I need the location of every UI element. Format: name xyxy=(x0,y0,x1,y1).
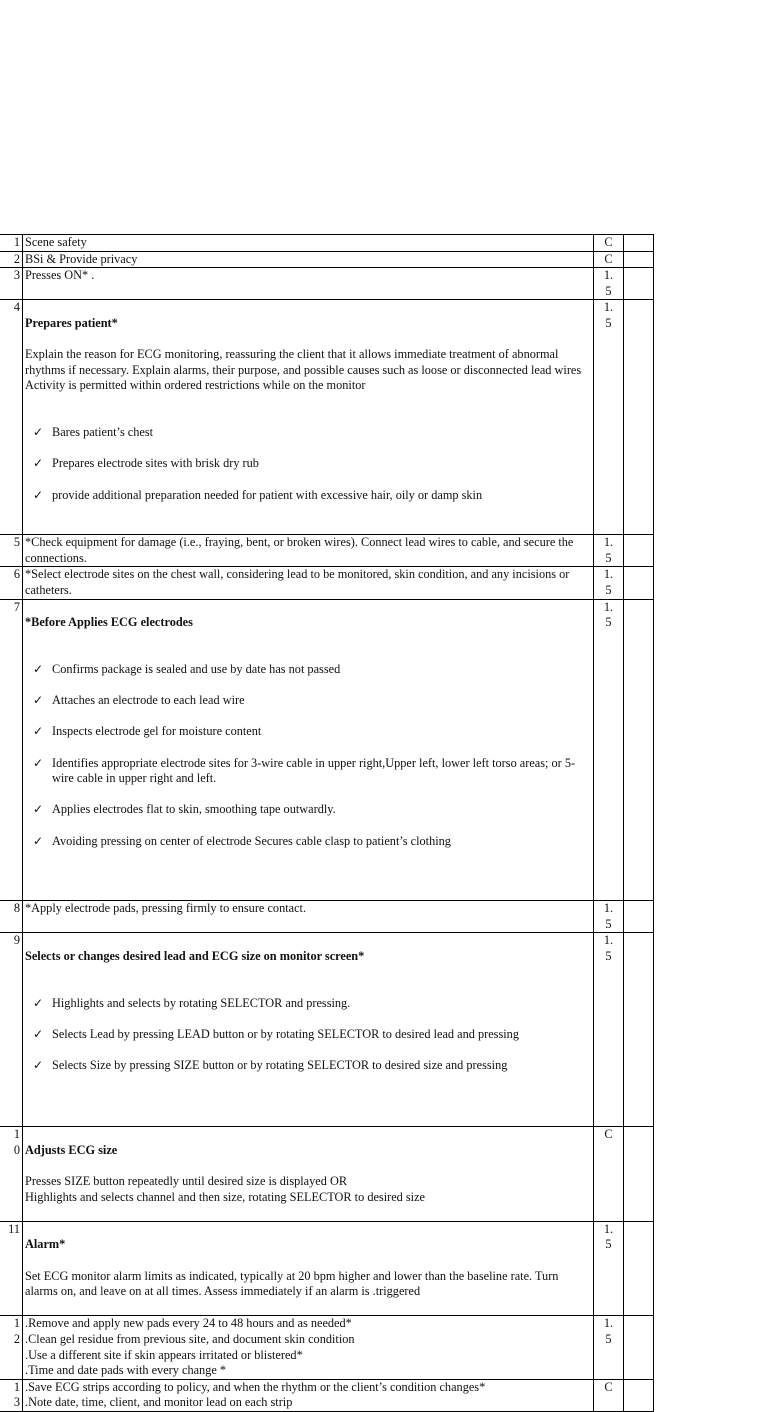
step-number: 11 xyxy=(0,1221,23,1316)
step-description: *Select electrode sites on the chest wall, considering lead to be monitored, skin condition, and any incisions or catheters. xyxy=(23,567,594,599)
step-description: .Remove and apply new pads every 24 to 48 hours and as needed* .Clean gel residue from previous site, and document skin condition .Use a different site if skin appears irritated or blistered* .Time and date pads with every change * xyxy=(23,1316,594,1379)
blank-cell xyxy=(624,535,654,567)
checklist-item: ✓ Selects Lead by pressing LEAD button or by rotating SELECTOR to desired lead and pressing xyxy=(33,1026,519,1041)
table-row xyxy=(0,1127,654,1222)
check-mark-icon: ✓ xyxy=(33,802,44,817)
checklist-item: ✓ Avoiding pressing on center of electrode Secures cable clasp to patient’s clothing xyxy=(33,833,451,848)
table-row xyxy=(0,599,654,900)
step-text: Explain the reason for ECG monitoring, reassuring the client that it allows immediate treatment of abnormal rhythms if necessary. Explain alarms, their purpose, and possible causes such as loose or disconnected lead wires Activity is permitted within ordered restrictions while on the monitor xyxy=(25,347,582,393)
step-number: 9 xyxy=(0,933,23,1127)
step-heading: Alarm* xyxy=(25,1237,66,1252)
step-score: 1. 5 xyxy=(594,933,624,1127)
step-score: 1. 5 xyxy=(594,599,624,900)
checklist-item: ✓ Selects Size by pressing SIZE button or by rotating SELECTOR to desired size and pressing xyxy=(33,1057,508,1072)
checklist xyxy=(25,646,591,864)
table-row xyxy=(0,535,654,567)
step-description xyxy=(23,1127,594,1222)
step-score: 1. 5 xyxy=(594,900,624,932)
step-number: 8 xyxy=(0,900,23,932)
step-description: Presses ON* . xyxy=(23,268,594,300)
step-score: 1. 5 xyxy=(594,535,624,567)
step-score: 1. 5 xyxy=(594,300,624,535)
table-row xyxy=(0,251,654,268)
step-number: 4 xyxy=(0,300,23,535)
table-row xyxy=(0,268,654,300)
table-row xyxy=(0,900,654,932)
step-number: 1 xyxy=(0,235,23,252)
step-description: .Save ECG strips according to policy, and when the rhythm or the client’s condition changes* .Note date, time, client, and monitor lead on each strip xyxy=(23,1379,594,1411)
step-description: *Check equipment for damage (i.e., fraying, bent, or broken wires). Connect lead wires to cable, and secure the connections. xyxy=(23,535,594,567)
step-score: C xyxy=(594,1127,624,1222)
step-text: Set ECG monitor alarm limits as indicated, typically at 20 bpm higher and lower than the baseline rate. Turn alarms on, and leave on at all times. Assess immediately if an alarm is .triggered xyxy=(25,1268,559,1299)
step-description xyxy=(23,933,594,1127)
skills-checklist-table xyxy=(0,234,654,1412)
step-score: C xyxy=(594,1379,624,1411)
check-mark-icon: ✓ xyxy=(33,995,44,1010)
blank-cell xyxy=(624,900,654,932)
table-row xyxy=(0,235,654,252)
step-heading: Adjusts ECG size xyxy=(25,1142,118,1157)
blank-cell xyxy=(624,268,654,300)
check-mark-icon: ✓ xyxy=(33,1057,44,1072)
step-number: 3 xyxy=(0,268,23,300)
checklist-item: ✓ Highlights and selects by rotating SELECTOR and pressing. xyxy=(33,995,351,1010)
step-number: 2 xyxy=(0,251,23,268)
checklist-item: ✓ Applies electrodes flat to skin, smoothing tape outwardly. xyxy=(33,802,336,817)
step-number: 1 0 xyxy=(0,1127,23,1222)
step-score: 1. 5 xyxy=(594,1316,624,1379)
check-mark-icon: ✓ xyxy=(33,456,44,471)
step-description: BSi & Provide privacy xyxy=(23,251,594,268)
blank-cell xyxy=(624,1316,654,1379)
step-number: 7 xyxy=(0,599,23,900)
step-heading: Selects or changes desired lead and ECG size on monitor screen* xyxy=(25,948,365,963)
checklist xyxy=(25,410,591,519)
table-row xyxy=(0,300,654,535)
blank-cell xyxy=(624,933,654,1127)
table-row xyxy=(0,1221,654,1316)
step-description xyxy=(23,1221,594,1316)
table-row xyxy=(0,1379,654,1411)
checklist xyxy=(25,980,591,1089)
check-mark-icon: ✓ xyxy=(33,1026,44,1041)
step-score: 1. 5 xyxy=(594,268,624,300)
blank-cell xyxy=(624,251,654,268)
blank-cell xyxy=(624,567,654,599)
check-mark-icon: ✓ xyxy=(33,833,44,848)
step-number: 1 2 xyxy=(0,1316,23,1379)
step-score: C xyxy=(594,251,624,268)
blank-cell xyxy=(624,599,654,900)
blank-cell xyxy=(624,235,654,252)
table-row xyxy=(0,567,654,599)
check-mark-icon: ✓ xyxy=(33,425,44,440)
check-mark-icon: ✓ xyxy=(33,487,44,502)
step-description: Scene safety xyxy=(23,235,594,252)
blank-cell xyxy=(624,300,654,535)
step-number: 1 3 xyxy=(0,1379,23,1411)
checklist-item: ✓ Confirms package is sealed and use by date has not passed xyxy=(33,662,341,677)
blank-cell xyxy=(624,1221,654,1316)
checklist-item: ✓ provide additional preparation needed for patient with excessive hair, oily or damp skin xyxy=(33,487,483,502)
checklist-item: ✓ Identifies appropriate electrode sites for 3-wire cable in upper right,Upper left, lower left torso areas; or 5-wire cable in upper right and left. xyxy=(33,755,576,786)
step-number: 6 xyxy=(0,567,23,599)
step-number: 5 xyxy=(0,535,23,567)
step-description xyxy=(23,300,594,535)
checklist-item: ✓ Bares patient’s chest xyxy=(33,425,154,440)
step-text: Presses SIZE button repeatedly until desired size is displayed OR Highlights and selects channel and then size, rotating SELECTOR to desired size xyxy=(25,1174,426,1204)
step-heading: Prepares patient* xyxy=(25,315,118,330)
blank-cell xyxy=(624,1127,654,1222)
step-score: 1. 5 xyxy=(594,567,624,599)
step-score: 1. 5 xyxy=(594,1221,624,1316)
table-row xyxy=(0,933,654,1127)
step-description: *Apply electrode pads, pressing firmly to ensure contact. xyxy=(23,900,594,932)
check-mark-icon: ✓ xyxy=(33,724,44,739)
checklist-item: ✓ Inspects electrode gel for moisture content xyxy=(33,724,262,739)
step-heading: *Before Applies ECG electrodes xyxy=(25,615,193,630)
check-mark-icon: ✓ xyxy=(33,755,44,770)
checklist-item: ✓ Attaches an electrode to each lead wire xyxy=(33,693,245,708)
step-description xyxy=(23,599,594,900)
check-mark-icon: ✓ xyxy=(33,662,44,677)
step-score: C xyxy=(594,235,624,252)
table-row xyxy=(0,1316,654,1379)
checklist-item: ✓ Prepares electrode sites with brisk dry rub xyxy=(33,456,259,471)
check-mark-icon: ✓ xyxy=(33,693,44,708)
blank-cell xyxy=(624,1379,654,1411)
